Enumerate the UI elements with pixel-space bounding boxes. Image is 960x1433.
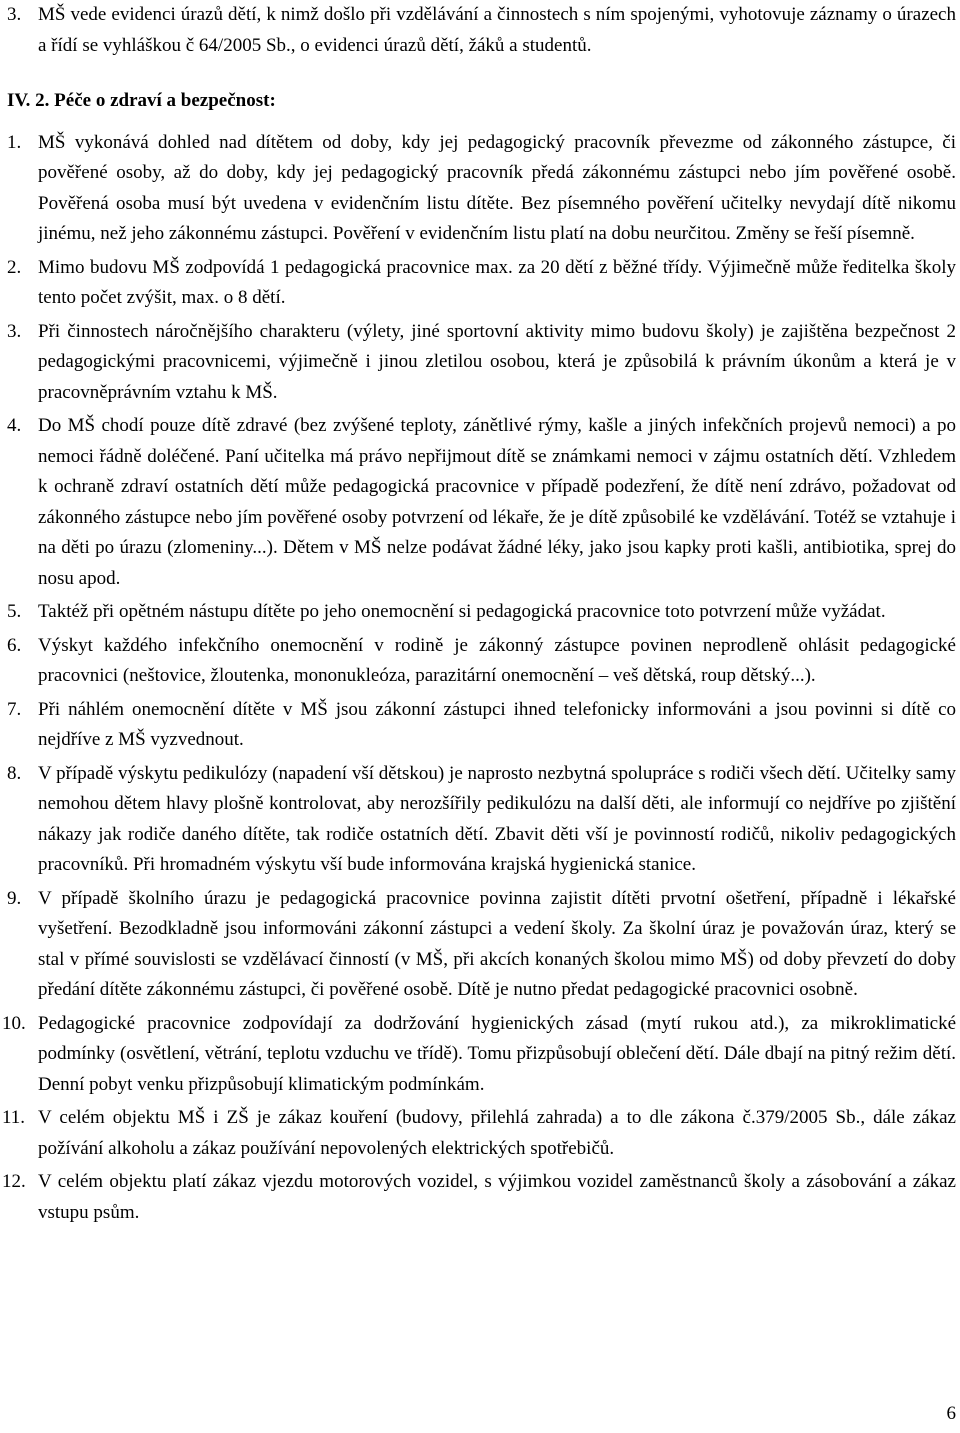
item-number: 9. — [7, 887, 22, 909]
list-item — [2, 1103, 956, 1164]
item-number: 4. — [7, 415, 22, 436]
item-text: Při náhlém onemocnění dítěte v MŠ jsou zákonní zástupci ihned telefonicky informováni a jsou povinni si dítě co nejdříve z MŠ vyzvednout. — [38, 698, 956, 750]
item-number: 11. — [2, 1107, 26, 1128]
item-number: 1. — [7, 131, 22, 153]
item-text: Při činnostech náročnějšího charakteru (výlety, jiné sportovní aktivity mimo budovu školy) je zajištěna bezpečnost 2 pedagogickými pracovnicemi, výjimečně i jinou zletilou osobou, která je způsobilá k právním úkonům a která je v pracovněprávním vztahu k MŠ. — [38, 320, 956, 403]
list-item — [2, 1167, 956, 1228]
list-item — [7, 695, 956, 756]
item-number: 2. — [7, 256, 22, 278]
item-text: Do MŠ chodí pouze dítě zdravé (bez zvýšené teploty, zánětlivé rýmy, kašle a jiných infekčních projevů nemoci) a po nemoci řádně doléčené. Paní učitelka má právo nepřijmout dítě se známkami nemoci v zájmu ostatních dětí. Vzhledem k ochraně zdraví ostatních dětí může pedagogická pracovnice v případě podezření, že dítě není zdrávo, požadovat od zákonného zástupce nebo jím pověřené osoby potvrzení od lékaře, že je dítě způsobilé ke vzdělávání. Totéž se vztahuje i na děti po úrazu (zlomeniny...). Dětem v MŠ nelze podávat žádné léky, jako jsou kapky proti kašli, antibiotika, sprej do nosu apod. — [38, 415, 956, 589]
item-text: V celém objektu MŠ i ZŠ je zákaz kouření (budovy, přilehlá zahrada) a to dle zákona č.379/2005 Sb., dále zákaz požívání alkoholu a zákaz používání nepovolených elektrických spotřebičů. — [38, 1107, 956, 1159]
item-number: 10. — [2, 1012, 26, 1034]
item-number: 5. — [7, 601, 22, 622]
list-item — [7, 253, 956, 314]
list-item — [7, 759, 956, 881]
item-text: V celém objektu platí zákaz vjezdu motorových vozidel, s výjimkou vozidel zaměstnanců školy a zásobování a zákaz vstupu psům. — [38, 1171, 956, 1223]
item-text: Mimo budovu MŠ zodpovídá 1 pedagogická pracovnice max. za 20 dětí z běžné třídy. Výjimečně může ředitelka školy tento počet zvýšit, max. o 8 dětí. — [38, 256, 956, 308]
list-item — [7, 597, 956, 628]
list-item — [7, 317, 956, 409]
item-number: 8. — [7, 762, 22, 784]
item-text: Pedagogické pracovnice zodpovídají za dodržování hygienických zásad (mytí rukou atd.), za mikroklimatické podmínky (osvětlení, větrání, teplotu vzduchu ve třídě). Tomu přizpůsobují oblečení dětí. Dále dbají na pitný režim dětí. Denní pobyt venku přizpůsobují klimatickým podmínkám. — [38, 1012, 956, 1095]
item-text: MŠ vede evidenci úrazů dětí, k nimž došlo při vzdělávání a činnostech s ním spojenými, vyhotovuje záznamy o úrazech a řídí se vyhláškou č 64/2005 Sb., o evidenci úrazů dětí, žáků a studentů. — [38, 4, 956, 56]
item-text: V případě školního úrazu je pedagogická pracovnice povinna zajistit dítěti prvotní ošetření, případně i lékařské vyšetření. Bezodkladně jsou informováni zákonní zástupci a vedení školy. Za školní úraz je považován úraz, který se stal v přímé souvislosti se vzdělávací činností (v MŠ, při akcích konaných školou mimo MŠ) od doby převzetí do doby předání dítěte zákonnému zástupci, či pověřené osobě. Dítě je nutno předat pedagogické pracovnici osobně. — [38, 887, 956, 1000]
item-number: 12. — [2, 1171, 26, 1192]
item-number: 3. — [7, 4, 22, 25]
item-number: 3. — [7, 320, 22, 342]
list-item — [7, 411, 956, 594]
item-number: 6. — [7, 634, 22, 656]
item-text: V případě výskytu pedikulózy (napadení vší dětskou) je naprosto nezbytná spolupráce s rodiči všech dětí. Učitelky samy nemohou dětem hlavy plošně kontrolovat, aby nerozšířily pedikulózu na další děti, ale informují co nejdříve po zjištění nákazy jak rodiče daného dítěte, tak rodiče ostatních dětí. Zbavit děti vší je povinností rodičů, nikoliv pedagogických pracovníků. Při hromadném výskytu vší bude informována krajská hygienická stanice. — [38, 762, 956, 875]
list-item — [7, 631, 956, 692]
list-item — [2, 1009, 956, 1101]
item-number: 7. — [7, 698, 22, 720]
list-item — [7, 128, 956, 250]
list-item — [7, 0, 956, 61]
list-item — [7, 884, 956, 1006]
section-heading: IV. 2. Péče o zdraví a bezpečnost: — [7, 90, 276, 111]
item-text: Výskyt každého infekčního onemocnění v rodině je zákonný zástupce povinen neprodleně ohlásit pedagogické pracovnici (neštovice, žloutenka, mononukleóza, parazitární onemocnění – veš dětská, roup dětský...). — [38, 634, 956, 686]
item-text: MŠ vykonává dohled nad dítětem od doby, kdy jej pedagogický pracovník převezme od zákonného zástupce, či pověřené osoby, až do doby, kdy jej pedagogický pracovník předá zákonnému zástupci nebo jím pověřené osobě. Pověřená osoba musí být uvedena v evidenčním listu dítěte. Bez písemného pověření učitelky nevydají dítě nikomu jinému, než jeho zákonnému zástupci. Pověření v evidenčním listu platí na dobu neurčitou. Změny se řeší písemně. — [38, 131, 956, 244]
page-number: 6 — [946, 1403, 956, 1424]
item-text: Taktéž při opětném nástupu dítěte po jeho onemocnění si pedagogická pracovnice toto potvrzení může vyžádat. — [38, 601, 886, 622]
